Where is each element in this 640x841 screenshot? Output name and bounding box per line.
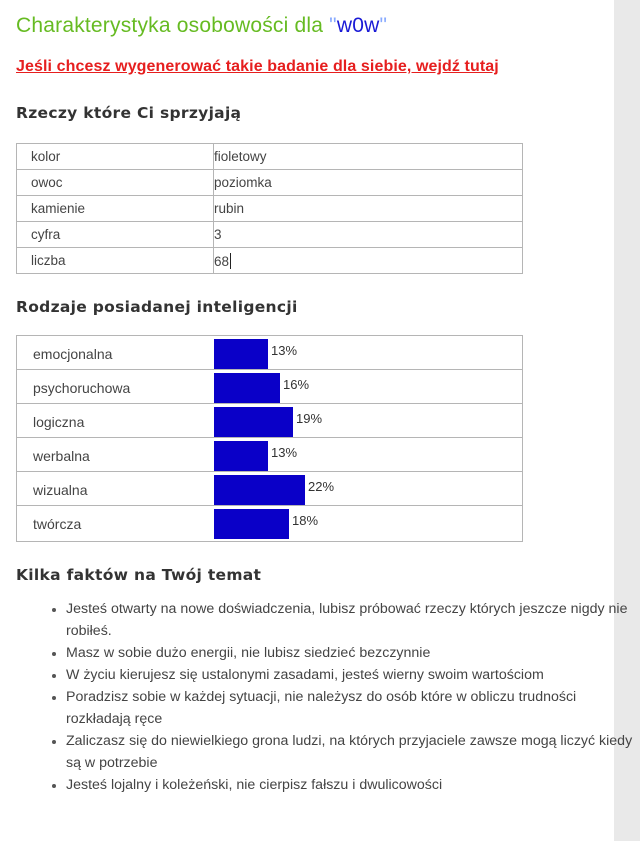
intelligence-row: [17, 404, 522, 438]
text-cursor: [230, 253, 231, 269]
value-label: 13%: [271, 343, 298, 358]
facts-list: [36, 598, 636, 796]
bar: [214, 475, 305, 505]
list-item: • Poradzisz sobie w każdej sytuacji, nie należysz do osób które w obliczu trudności rozkładają ręce: [66, 686, 636, 730]
trait-value: fioletowy: [214, 144, 523, 170]
page-title: [16, 14, 612, 38]
bar: [214, 339, 268, 369]
trait-key: kolor: [17, 144, 214, 170]
intelligence-heading: Rodzaje posiadanej inteligencji: [16, 298, 298, 316]
value-label: 18%: [292, 513, 319, 528]
generate-own-test-link[interactable]: Jeśli chcesz wygenerować takie badanie dla siebie, wejdź tutaj: [16, 58, 499, 75]
value-label: 19%: [296, 411, 323, 426]
table-row: [17, 170, 523, 196]
results-page: [16, 0, 633, 793]
intelligence-row: [17, 370, 522, 404]
intelligence-chart: [16, 335, 523, 542]
table-row: [17, 144, 523, 170]
favorable-things-table: [16, 143, 523, 274]
facts-heading: Kilka faktów na Twój temat: [16, 566, 262, 584]
category-label: logiczna: [33, 414, 85, 430]
value-label: 22%: [308, 479, 335, 494]
category-label: psychoruchowa: [33, 380, 131, 396]
trait-value: rubin: [214, 196, 523, 222]
nickname: w0w: [336, 14, 380, 37]
trait-value: poziomka: [214, 170, 523, 196]
category-label: werbalna: [33, 448, 90, 464]
intelligence-row: [17, 336, 522, 370]
table-row: [17, 248, 523, 274]
list-item: • Jesteś lojalny i koleżeński, nie cierpisz fałszu i dwulicowości: [66, 774, 636, 796]
intelligence-row: [17, 506, 522, 540]
intelligence-row: [17, 438, 522, 472]
list-item: • Zaliczasz się do niewielkiego grona ludzi, na których przyjaciele zawsze mogą liczyć kiedy są w potrzebie: [66, 730, 636, 774]
trait-key: cyfra: [17, 222, 214, 248]
table-row: [17, 196, 523, 222]
category-label: emocjonalna: [33, 346, 113, 362]
trait-key: kamienie: [17, 196, 214, 222]
bar: [214, 373, 280, 403]
value-label: 16%: [283, 377, 310, 392]
trait-value: 68: [214, 253, 230, 269]
category-label: wizualna: [33, 482, 88, 498]
intelligence-row: [17, 472, 522, 506]
bar: [214, 441, 268, 471]
favorable-things-heading: Rzeczy które Ci sprzyjają: [16, 104, 242, 122]
trait-value-cell: [214, 248, 523, 274]
list-item: • Masz w sobie dużo energii, nie lubisz siedzieć bezczynnie: [66, 642, 636, 664]
trait-key: owoc: [17, 170, 214, 196]
trait-key: liczba: [17, 248, 214, 274]
list-item: • W życiu kierujesz się ustalonymi zasadami, jesteś wierny swoim wartościom: [66, 664, 636, 686]
list-item: • Jesteś otwarty na nowe doświadczenia, lubisz próbować rzeczy których jeszcze nigdy nie robiłeś.: [66, 598, 636, 642]
bar: [214, 509, 289, 539]
trait-value: 3: [214, 222, 523, 248]
category-label: twórcza: [33, 516, 82, 532]
title-text: Charakterystyka osobowości dla: [16, 14, 330, 37]
bar: [214, 407, 293, 437]
table-row: [17, 222, 523, 248]
quote-close: ": [379, 14, 388, 37]
quote-open: ": [329, 14, 337, 37]
value-label: 13%: [271, 445, 298, 460]
